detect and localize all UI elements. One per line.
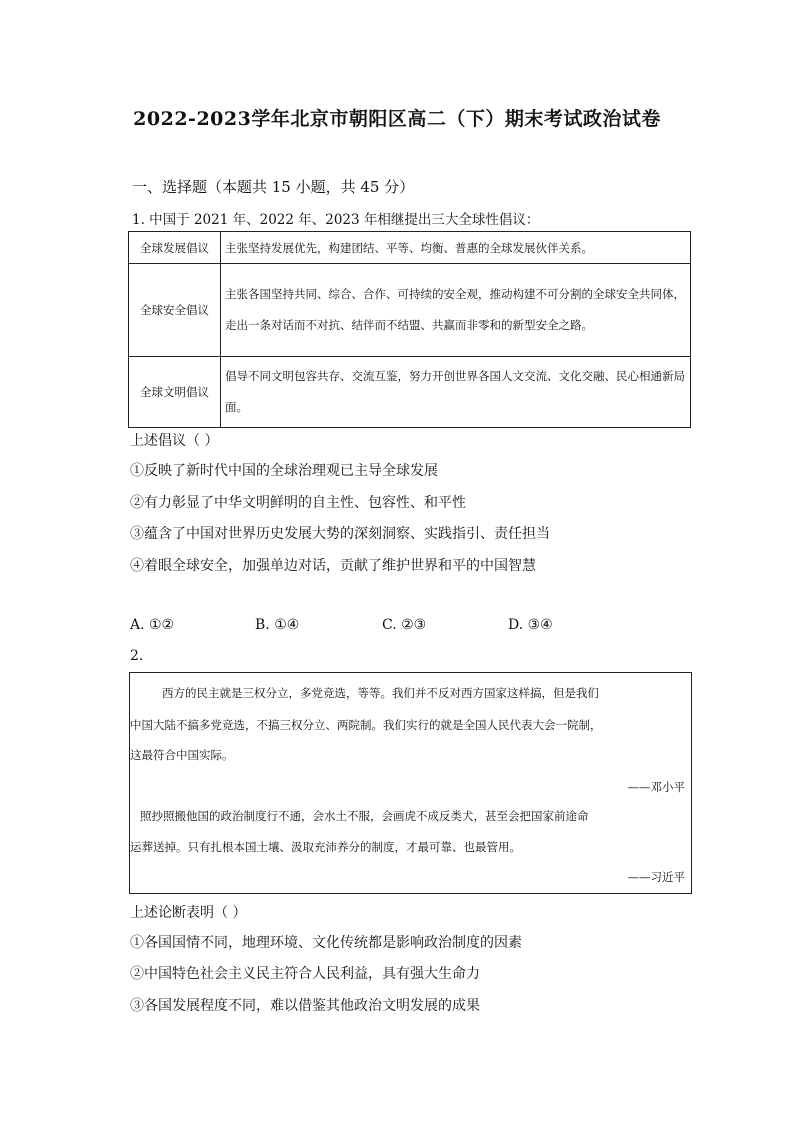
question-2-option: ①各国国情不同，地理环境、文化传统都是影响政治制度的因素	[130, 935, 522, 951]
exam-title: 2022-2023学年北京市朝阳区高二（下）期末考试政治试卷	[133, 108, 661, 130]
question-1-option: ④着眼全球安全，加强单边对话，贡献了维护世界和平的中国智慧	[130, 558, 536, 574]
choice-d[interactable]: D. ③④	[508, 617, 553, 633]
table-cell-name: 全球文明倡议	[129, 357, 221, 428]
question-2-option: ②中国特色社会主义民主符合人民利益，具有强大生命力	[130, 966, 480, 982]
table-cell-desc: 倡导不同文明包容共存、交流互鉴，努力开创世界各国人文交流、文化交融、民心相通新局面。	[221, 357, 691, 428]
initiatives-table	[128, 231, 691, 428]
choice-c[interactable]: C. ②③	[382, 617, 427, 633]
quote-line: 中国大陆不搞多党竞选，不搞三权分立、两院制。我们实行的就是全国人民代表大会一院制，	[130, 718, 602, 732]
table-cell-name: 全球发展倡议	[129, 232, 221, 264]
quote-author: ——习近平	[627, 870, 685, 884]
section-heading: 一、选择题（本题共 15 小题，共 45 分）	[132, 178, 415, 196]
table-cell-desc: 主张坚持发展优先，构建团结、平等、均衡、普惠的全球发展伙伴关系。	[221, 232, 691, 264]
question-1-prompt: 上述倡议（ ）	[130, 433, 219, 449]
question-1-option: ①反映了新时代中国的全球治理观已主导全球发展	[130, 463, 438, 479]
choice-b[interactable]: B. ①④	[255, 617, 300, 633]
quote-author: ——邓小平	[627, 780, 685, 794]
table-cell-name: 全球安全倡议	[129, 264, 221, 357]
table-row	[129, 357, 691, 428]
table-cell-desc: 主张各国坚持共同、综合、合作、可持续的安全观，推动构建不可分割的全球安全共同体，走出一条对话而不对抗、结伴而不结盟、共赢而非零和的新型安全之路。	[221, 264, 691, 357]
quote-line: 运葬送掉。只有扎根本国土壤、汲取充沛养分的制度，才最可靠、也最管用。	[130, 840, 521, 854]
quote-line: 照抄照搬他国的政治制度行不通，会水土不服，会画虎不成反类犬，甚至会把国家前途命	[140, 809, 589, 823]
question-1-option: ③蕴含了中国对世界历史发展大势的深刻洞察、实践指引、责任担当	[130, 526, 550, 542]
quote-line: 西方的民主就是三权分立，多党竞选，等等。我们并不反对西方国家这样搞，但是我们	[162, 686, 599, 700]
table-row	[129, 264, 691, 357]
question-2-option: ③各国发展程度不同，难以借鉴其他政治文明发展的成果	[130, 998, 480, 1014]
quote-box	[129, 672, 692, 894]
question-2-number: 2.	[130, 648, 144, 664]
quote-line: 这最符合中国实际。	[130, 748, 234, 762]
question-1-stem: 1. 中国于 2021 年、2022 年、2023 年相继提出三大全球性倡议：	[132, 212, 540, 228]
table-row	[129, 232, 691, 264]
question-2-prompt: 上述论断表明（ ）	[130, 905, 247, 921]
question-1-option: ②有力彰显了中华文明鲜明的自主性、包容性、和平性	[130, 495, 466, 511]
choice-a[interactable]: A. ①②	[130, 617, 175, 633]
